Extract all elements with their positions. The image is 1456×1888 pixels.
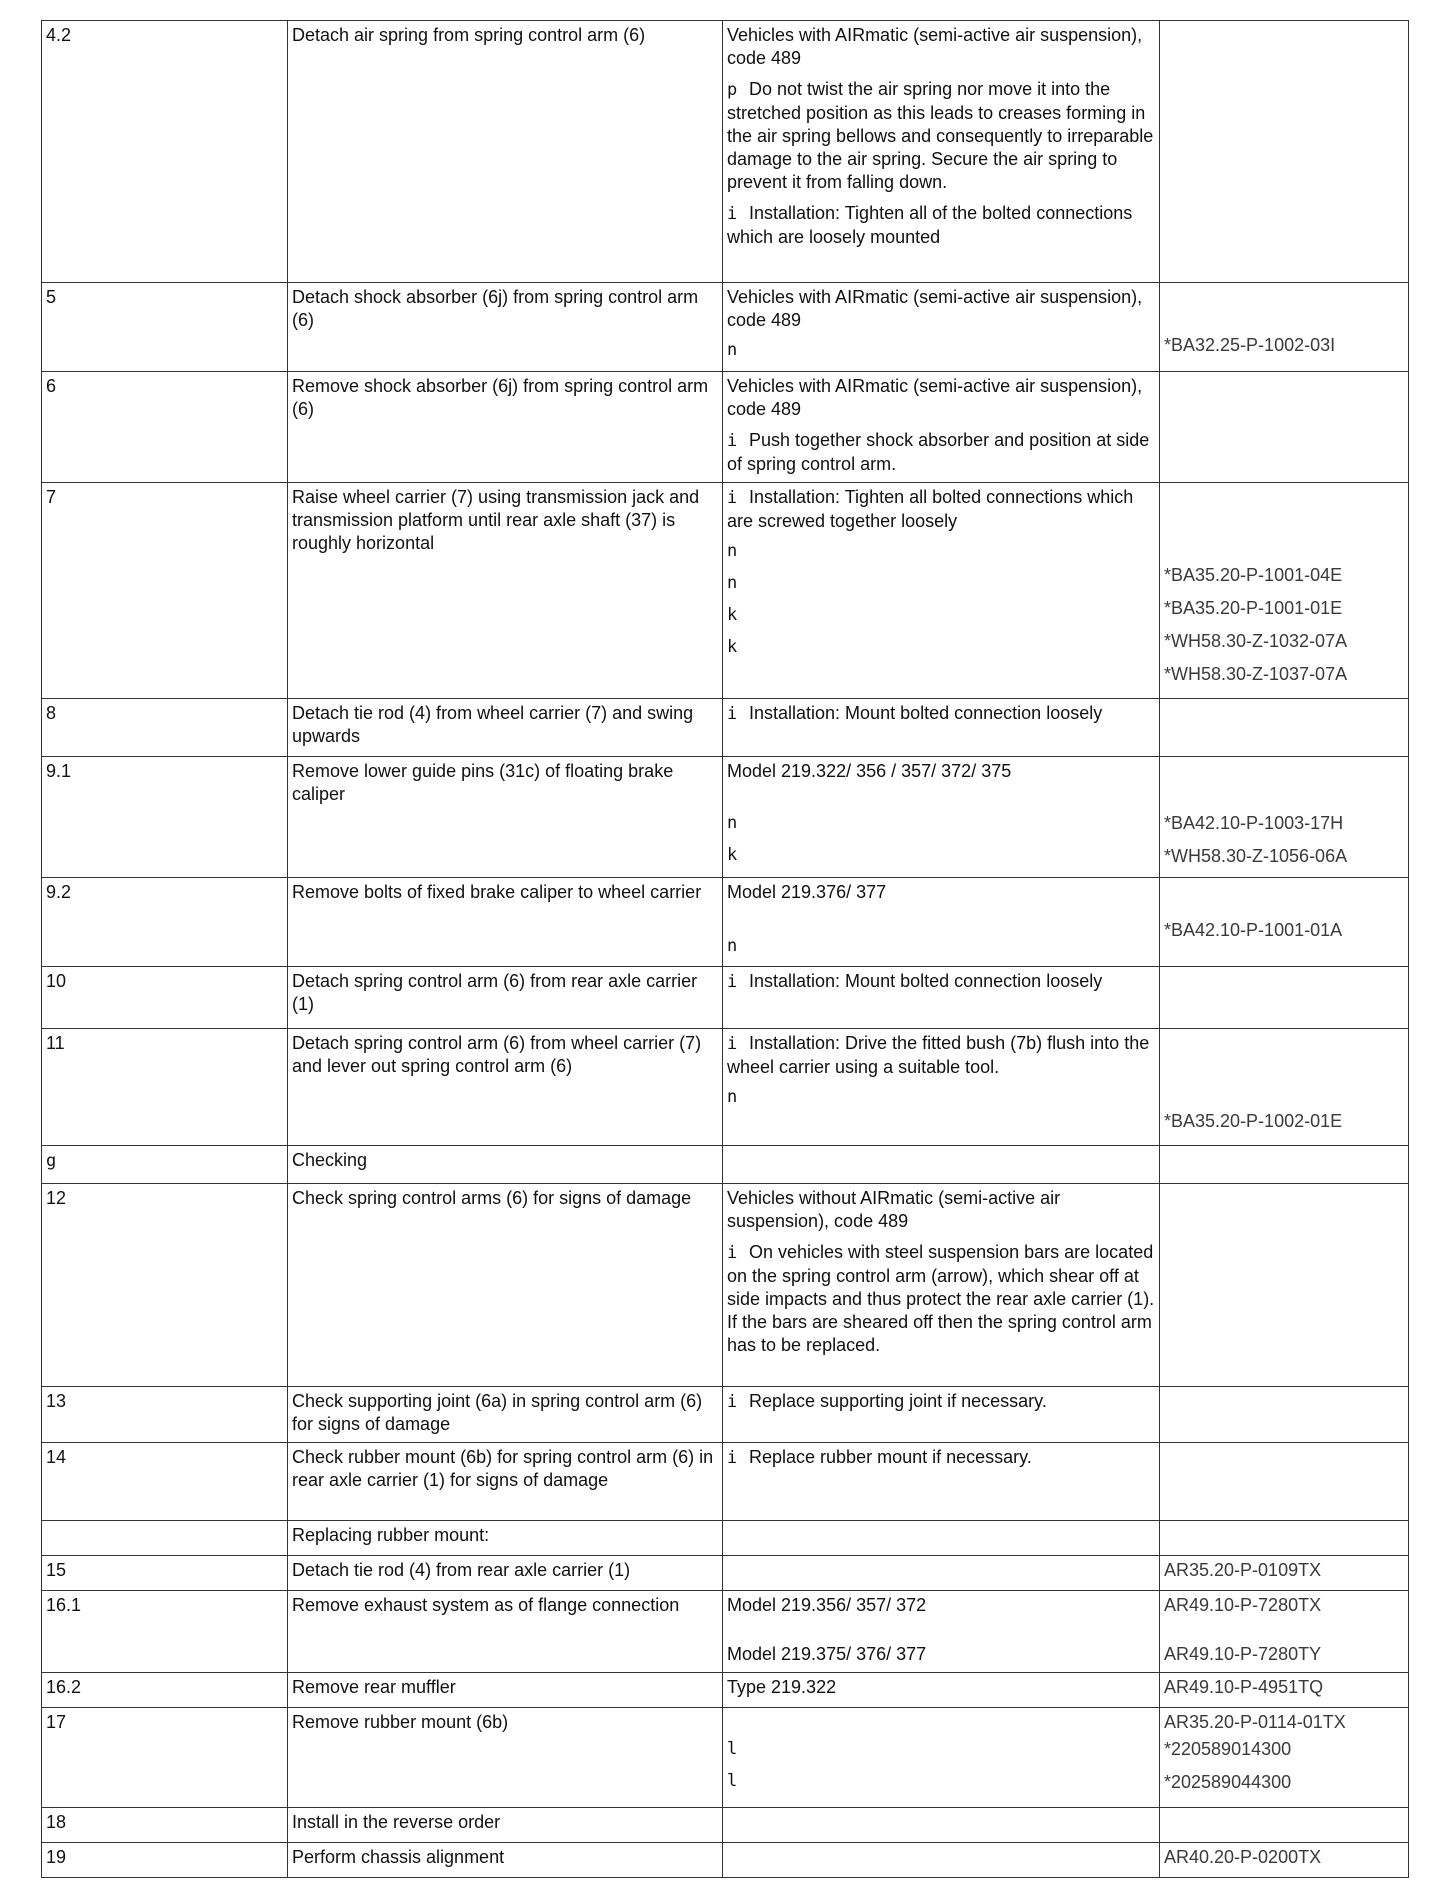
note-line [727, 970, 1155, 994]
note-symbol-icon: i [727, 488, 738, 508]
note-line [727, 1187, 1155, 1233]
note-line [727, 202, 1155, 249]
reference-link[interactable]: AR49.10-P-7280TY [1164, 1644, 1322, 1664]
step-action [288, 757, 723, 878]
note-text: Replace rubber mount if necessary. [749, 1447, 1032, 1467]
step-references [1160, 372, 1409, 483]
table-row [42, 967, 1409, 1029]
step-action [288, 1387, 723, 1443]
note-symbol-icon: i [727, 431, 738, 451]
step-references [1160, 483, 1409, 699]
step-number [42, 1556, 288, 1591]
reference-link[interactable]: *WH58.30-Z-1032-07A [1164, 631, 1348, 651]
step-action-text: Remove rubber mount (6b) [292, 1712, 509, 1732]
note-symbol-icon: i [727, 704, 738, 724]
table-row [42, 483, 1409, 699]
step-number [42, 1673, 288, 1708]
step-references [1160, 1591, 1409, 1673]
note-text: Model 219.376/ 377 [727, 882, 887, 902]
step-number [42, 372, 288, 483]
table-row [42, 1443, 1409, 1521]
note-line [727, 338, 1155, 362]
reference-link[interactable]: *BA42.10-P-1003-17H [1164, 813, 1344, 833]
step-number [42, 1443, 288, 1521]
table-row [42, 1521, 1409, 1556]
step-action [288, 1521, 723, 1556]
step-number-text: 14 [46, 1447, 67, 1467]
step-notes [723, 757, 1160, 878]
step-notes [723, 483, 1160, 699]
step-action [288, 283, 723, 372]
step-action [288, 1673, 723, 1708]
note-text: Replace supporting joint if necessary. [749, 1391, 1047, 1411]
table-row [42, 1843, 1409, 1878]
step-references [1160, 1708, 1409, 1808]
step-action-text: Remove lower guide pins (31c) of floating brake caliper [292, 761, 674, 804]
table-row [42, 1591, 1409, 1673]
note-symbol-icon: p [727, 80, 738, 100]
note-line [727, 702, 1155, 726]
step-number-text: 19 [46, 1847, 67, 1867]
step-action [288, 372, 723, 483]
step-references [1160, 1673, 1409, 1708]
step-notes [723, 699, 1160, 757]
note-text: Vehicles without AIRmatic (semi-active air suspension), code 489 [727, 1188, 1061, 1231]
note-line [727, 1241, 1155, 1357]
step-action-text: Detach tie rod (4) from rear axle carrier (1) [292, 1560, 631, 1580]
note-symbol-icon: i [727, 1034, 738, 1054]
step-references [1160, 967, 1409, 1029]
note-symbol-icon: n [727, 1087, 738, 1107]
note-line [727, 286, 1155, 332]
step-action-text: Checking [292, 1150, 368, 1170]
reference-link[interactable]: AR49.10-P-7280TX [1164, 1595, 1322, 1615]
step-notes [723, 1029, 1160, 1146]
step-references [1160, 1029, 1409, 1146]
step-references [1160, 283, 1409, 372]
step-action-text: Detach spring control arm (6) from rear axle carrier (1) [292, 971, 698, 1014]
note-symbol-icon: i [727, 972, 738, 992]
table-row [42, 757, 1409, 878]
note-line [727, 1032, 1155, 1079]
step-action [288, 1146, 723, 1184]
step-number [42, 878, 288, 967]
step-action-text: Detach tie rod (4) from wheel carrier (7) and swing upwards [292, 703, 694, 746]
step-number [42, 1521, 288, 1556]
step-number [42, 699, 288, 757]
reference-link[interactable]: AR35.20-P-0114-01TX [1164, 1712, 1346, 1732]
note-text: Model 219.375/ 376/ 377 [727, 1644, 927, 1664]
reference-link[interactable]: *220589014300 [1164, 1739, 1292, 1759]
reference-link[interactable]: *BA32.25-P-1002-03I [1164, 335, 1336, 355]
step-number-text: 16.1 [46, 1595, 82, 1615]
note-line [727, 1643, 1155, 1666]
note-symbol-icon: n [727, 936, 738, 956]
step-number-text: 17 [46, 1712, 67, 1732]
step-notes [723, 1808, 1160, 1843]
step-number [42, 21, 288, 283]
note-text: On vehicles with steel suspension bars are located on the spring control arm (arrow), which shear off at side impacts and thus protect the rear axle carrier (1). If the bars are sheared off then the spring control arm has to be replaced. [727, 1242, 1155, 1355]
note-symbol-icon: i [727, 204, 738, 224]
note-line [727, 539, 1155, 563]
note-text: Type 219.322 [727, 1677, 837, 1697]
step-action-text: Check rubber mount (6b) for spring control arm (6) in rear axle carrier (1) for signs of damage [292, 1447, 714, 1490]
step-action-text: Remove shock absorber (6j) from spring control arm (6) [292, 376, 709, 419]
note-symbol-icon: n [727, 541, 738, 561]
step-references [1160, 757, 1409, 878]
step-references [1160, 1146, 1409, 1184]
step-number [42, 757, 288, 878]
step-action-text: Remove exhaust system as of flange connection [292, 1595, 680, 1615]
note-line [727, 1390, 1155, 1414]
step-number-text: 13 [46, 1391, 67, 1411]
step-references [1160, 1443, 1409, 1521]
step-number-text: 10 [46, 971, 67, 991]
reference-link[interactable]: *WH58.30-Z-1056-06A [1164, 846, 1348, 866]
note-text: Installation: Tighten all of the bolted connections which are loosely mounted [727, 203, 1133, 247]
step-action [288, 1808, 723, 1843]
note-symbol-icon: k [727, 845, 738, 865]
step-action [288, 21, 723, 283]
step-notes [723, 1443, 1160, 1521]
note-line [727, 811, 1155, 835]
note-text: Push together shock absorber and position at side of spring control arm. [727, 430, 1150, 474]
note-text: Vehicles with AIRmatic (semi-active air suspension), code 489 [727, 376, 1143, 419]
step-action [288, 1556, 723, 1591]
note-symbol-icon: i [727, 1243, 738, 1263]
step-action-text: Detach air spring from spring control arm (6) [292, 25, 646, 45]
step-notes [723, 283, 1160, 372]
note-symbol-icon: k [727, 605, 738, 625]
reference-link[interactable]: *WH58.30-Z-1037-07A [1164, 664, 1348, 684]
step-notes [723, 1843, 1160, 1878]
note-line [727, 78, 1155, 194]
step-number [42, 1387, 288, 1443]
note-line [727, 24, 1155, 70]
step-notes [723, 372, 1160, 483]
reference-link[interactable]: *BA35.20-P-1002-01E [1164, 1111, 1343, 1131]
step-action-text: Remove bolts of fixed brake caliper to wheel carrier [292, 882, 702, 902]
step-number-text: 7 [46, 487, 57, 507]
step-number-text: 16.2 [46, 1677, 82, 1697]
step-action [288, 1591, 723, 1673]
step-number [42, 967, 288, 1029]
step-action-text: Perform chassis alignment [292, 1847, 505, 1867]
table-row [42, 1029, 1409, 1146]
step-action [288, 1443, 723, 1521]
step-action [288, 1184, 723, 1387]
note-line [727, 843, 1155, 867]
table-row [42, 372, 1409, 483]
step-references [1160, 699, 1409, 757]
step-references [1160, 1184, 1409, 1387]
note-symbol-icon: n [727, 340, 738, 360]
step-action [288, 878, 723, 967]
step-action-text: Check spring control arms (6) for signs of damage [292, 1188, 692, 1208]
step-references [1160, 1843, 1409, 1878]
note-line [727, 375, 1155, 421]
table-row [42, 21, 1409, 283]
note-line [727, 1594, 1155, 1617]
reference-link[interactable]: AR40.20-P-0200TX [1164, 1847, 1322, 1867]
step-number-text: 9.1 [46, 761, 72, 781]
reference-link[interactable]: *BA35.20-P-1001-04E [1164, 565, 1343, 585]
table-row [42, 1708, 1409, 1808]
step-references [1160, 1387, 1409, 1443]
note-text: Model 219.322/ 356 / 357/ 372/ 375 [727, 761, 1012, 781]
note-text: Vehicles with AIRmatic (semi-active air suspension), code 489 [727, 287, 1143, 330]
table-row [42, 699, 1409, 757]
step-references [1160, 1808, 1409, 1843]
note-line [727, 881, 1155, 904]
step-action-text: Remove rear muffler [292, 1677, 456, 1697]
note-text: Model 219.356/ 357/ 372 [727, 1595, 927, 1615]
note-symbol-icon: l [727, 1739, 738, 1759]
step-notes [723, 1673, 1160, 1708]
step-number [42, 1591, 288, 1673]
reference-link[interactable]: *202589044300 [1164, 1772, 1292, 1792]
note-text: Installation: Drive the fitted bush (7b) flush into the wheel carrier using a suitable tool. [727, 1033, 1150, 1077]
table-row [42, 1387, 1409, 1443]
step-notes [723, 1591, 1160, 1673]
reference-link[interactable]: AR35.20-P-0109TX [1164, 1560, 1322, 1580]
note-line [727, 571, 1155, 595]
step-action [288, 699, 723, 757]
step-action [288, 967, 723, 1029]
step-action [288, 1029, 723, 1146]
step-number [42, 1029, 288, 1146]
note-line [727, 1446, 1155, 1470]
note-symbol-icon: k [727, 637, 738, 657]
step-number-text: g [46, 1151, 57, 1171]
step-notes [723, 1146, 1160, 1184]
step-number-text: 4.2 [46, 25, 72, 45]
step-action [288, 483, 723, 699]
step-number-text: 18 [46, 1812, 67, 1832]
table-row [42, 1146, 1409, 1184]
reference-link[interactable]: AR49.10-P-4951TQ [1164, 1677, 1324, 1697]
table-row [42, 283, 1409, 372]
step-references [1160, 21, 1409, 283]
table-row [42, 1808, 1409, 1843]
reference-link[interactable]: *BA42.10-P-1001-01A [1164, 920, 1343, 940]
note-line [727, 1676, 1155, 1699]
step-action-text: Replacing rubber mount: [292, 1525, 490, 1545]
step-action [288, 1843, 723, 1878]
procedure-table [41, 20, 1409, 1878]
step-notes [723, 967, 1160, 1029]
note-line [727, 1737, 1155, 1761]
step-number [42, 283, 288, 372]
note-text: Installation: Mount bolted connection loosely [749, 971, 1103, 991]
table-row [42, 878, 1409, 967]
step-number [42, 483, 288, 699]
note-symbol-icon: i [727, 1448, 738, 1468]
step-action [288, 1708, 723, 1808]
step-number-text: 9.2 [46, 882, 72, 902]
step-action-text: Detach shock absorber (6j) from spring control arm (6) [292, 287, 699, 330]
step-number [42, 1843, 288, 1878]
step-action-text: Check supporting joint (6a) in spring control arm (6) for signs of damage [292, 1391, 703, 1434]
note-text: Do not twist the air spring nor move it into the stretched position as this leads to creases forming in the air spring bellows and consequently to irreparable damage to the air spring. Secure the air spring to prevent it from falling down. [727, 79, 1154, 192]
note-symbol-icon: n [727, 573, 738, 593]
step-notes [723, 1387, 1160, 1443]
step-number [42, 1184, 288, 1387]
note-line [727, 603, 1155, 627]
note-line [727, 429, 1155, 476]
note-text: Installation: Mount bolted connection loosely [749, 703, 1103, 723]
step-number-text: 11 [46, 1033, 65, 1053]
step-action-text: Detach spring control arm (6) from wheel carrier (7) and lever out spring control arm (6) [292, 1033, 702, 1076]
step-references [1160, 1521, 1409, 1556]
step-notes [723, 1556, 1160, 1591]
note-text: Vehicles with AIRmatic (semi-active air suspension), code 489 [727, 25, 1143, 68]
step-action-text: Install in the reverse order [292, 1812, 501, 1832]
step-number-text: 15 [46, 1560, 67, 1580]
step-references [1160, 1556, 1409, 1591]
table-row [42, 1673, 1409, 1708]
step-references [1160, 878, 1409, 967]
note-line [727, 1769, 1155, 1793]
note-line [727, 934, 1155, 958]
step-number [42, 1708, 288, 1808]
note-line [727, 1085, 1155, 1109]
step-notes [723, 1184, 1160, 1387]
step-notes [723, 21, 1160, 283]
note-line [727, 635, 1155, 659]
step-number-text: 12 [46, 1188, 67, 1208]
step-notes [723, 1708, 1160, 1808]
table-row [42, 1556, 1409, 1591]
note-symbol-icon: n [727, 813, 738, 833]
step-number-text: 5 [46, 287, 57, 307]
step-notes [723, 878, 1160, 967]
step-number-text: 8 [46, 703, 57, 723]
note-symbol-icon: l [727, 1771, 738, 1791]
note-text: Installation: Tighten all bolted connections which are screwed together loosely [727, 487, 1134, 531]
note-symbol-icon: i [727, 1392, 738, 1412]
reference-link[interactable]: *BA35.20-P-1001-01E [1164, 598, 1343, 618]
step-number-text: 6 [46, 376, 57, 396]
table-row [42, 1184, 1409, 1387]
note-line [727, 486, 1155, 533]
step-number [42, 1146, 288, 1184]
note-line [727, 760, 1155, 783]
step-number [42, 1808, 288, 1843]
step-notes [723, 1521, 1160, 1556]
step-action-text: Raise wheel carrier (7) using transmission jack and transmission platform until rear axle shaft (37) is roughly horizontal [292, 487, 700, 553]
